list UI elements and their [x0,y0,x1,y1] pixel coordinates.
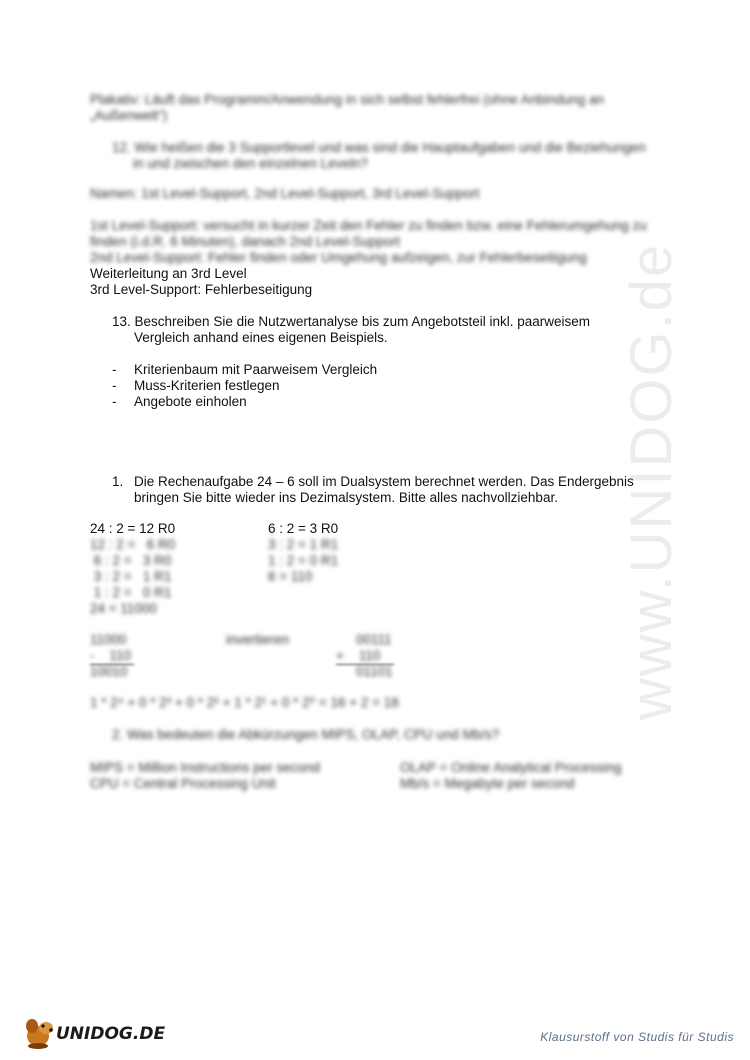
blurred-line: Plakativ: Läuft das Programm/Anwendung in sich selbst fehlerfrei (ohne Anbindung an [90,92,605,107]
unidog-logo[interactable] [22,1012,166,1052]
blurred-question-2: 2. Was bedeuten die Abkürzungen MIPS, OLAP, CPU und Mb/s? [112,727,500,742]
text-third-level: 3rd Level-Support: Fehlerbeseitigung [90,282,313,297]
watermark: www.UNIDOG.de [619,242,684,720]
dog-icon [22,1012,58,1052]
blurred-result: 1 * 2⁴ + 0 * 2³ + 0 * 2² + 1 * 2¹ + 0 * 2⁰ = 16 + 2 = 18 [90,695,399,710]
blurred-line: 12. Wie heißen die 3 Supportlevel und was sind die Hauptaufgaben und die Beziehungen [112,140,646,155]
blurred-abbr-left: CPU = Central Processing Unit [90,776,276,791]
question-13-line1: 13. Beschreiben Sie die Nutzwertanalyse bis zum Angebotsteil inkl. paarweisem [112,314,590,329]
bullet-item: Angebote einholen [134,394,247,409]
blurred-sub-right: + 110 [336,648,381,663]
blurred-sub-right: 00111 [356,632,392,647]
blurred-line: Namen: 1st Level-Support, 2nd Level-Support, 3rd Level-Support [90,186,480,201]
calc-left-first: 24 : 2 = 12 R0 [90,521,176,536]
blurred-calc-left: 3 : 2 = 1 R1 [90,569,172,584]
bullet-item: Kriterienbaum mit Paarweisem Vergleich [134,362,378,377]
blurred-calc-left: 12 : 2 = 6 R0 [90,537,176,552]
bullet-marker: - [112,378,117,393]
blurred-sub-left: 11000 [90,632,127,647]
blurred-line: „Außenwelt“) [90,108,168,123]
bullet-marker: - [112,362,117,377]
blurred-line: finden (i.d.R. 6 Minuten), danach 2nd Level-Support [90,234,400,249]
blurred-sub-left: 10010 [90,664,128,679]
blurred-calc-right: 1 : 2 = 0 R1 [268,553,339,568]
question-13-line2: Vergleich anhand eines eigenen Beispiels. [134,330,388,345]
blurred-calc-right: 6 = 110 [268,569,313,584]
blurred-calc-left: 6 : 2 = 3 R0 [90,553,172,568]
question-1-number: 1. [112,474,124,489]
blurred-abbr-left: MIPS = Million Instructions per second [90,760,320,775]
bullet-marker: - [112,394,117,409]
blurred-calc-left: 24 = 11000 [90,601,157,616]
footer-tagline: Klausurstoff von Studis für Studis [540,1030,734,1044]
bullet-item: Muss-Kriterien festlegen [134,378,280,393]
blurred-sub-right: 01101 [356,664,393,679]
logo-text: UNIDOG.DE [56,1024,166,1044]
blurred-calc-left: 1 : 2 = 0 R1 [90,585,172,600]
text-weiterleitung: Weiterleitung an 3rd Level [90,266,247,281]
blurred-invert-label: invertieren [226,632,290,647]
blurred-calc-right: 3 : 2 = 1 R1 [268,537,339,552]
blurred-line: in und zwischen den einzelnen Leveln? [133,156,368,171]
calc-right-first: 6 : 2 = 3 R0 [268,521,339,536]
blurred-sub-left: - 110 [90,648,132,663]
blurred-line: 1st Level-Support: versucht in kurzer Zeit den Fehler zu finden bzw. eine Fehlerumgehung zu [90,218,647,233]
question-1-line1: Die Rechenaufgabe 24 – 6 soll im Dualsystem berechnet werden. Das Endergebnis [134,474,634,489]
blurred-abbr-right: Mb/s = Megabyte per second [400,776,575,791]
question-1-line2: bringen Sie bitte wieder ins Dezimalsystem. Bitte alles nachvollziehbar. [134,490,558,505]
blurred-line: 2nd Level-Support: Fehler finden oder Umgehung aufzeigen, zur Fehlerbeseitigung [90,250,587,265]
blurred-abbr-right: OLAP = Online Analytical Processing [400,760,622,775]
